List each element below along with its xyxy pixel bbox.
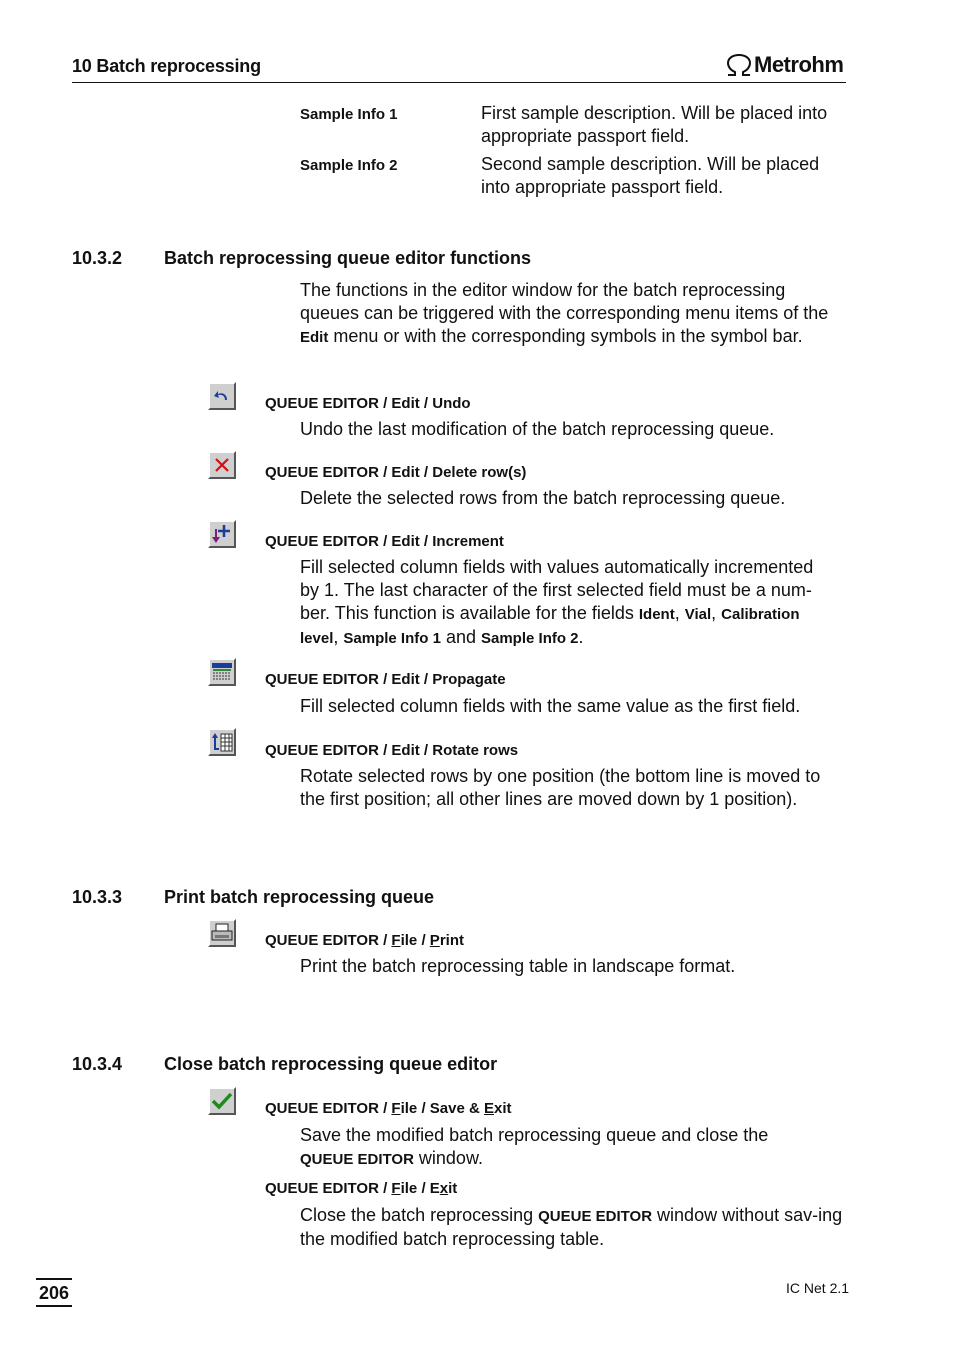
section-number: 10.3.2 [72, 248, 123, 268]
def-label: Sample Info 1 [300, 106, 398, 123]
menu-path-propagate: QUEUE EDITOR / Edit / Propagate [265, 671, 506, 688]
exit-desc: Close the batch reprocessing QUEUE EDITOR window without sav-ing the modified batch reprocessing table. [300, 1205, 843, 1249]
propagate-icon[interactable] [208, 658, 236, 686]
print-desc: Print the batch reprocessing table in landscape format. [300, 956, 736, 976]
header-rule [72, 82, 846, 83]
omega-icon [724, 53, 754, 77]
increment-icon[interactable] [208, 520, 236, 548]
undo-icon[interactable] [208, 382, 236, 410]
save-exit-desc: Save the modified batch reprocessing queue and close the QUEUE EDITOR window. [300, 1125, 769, 1168]
section-heading [72, 887, 434, 908]
rotate-rows-icon[interactable] [208, 728, 236, 756]
def-label: Sample Info 2 [300, 157, 398, 174]
page-number: 206 [36, 1278, 72, 1307]
menu-path-save-exit: QUEUE EDITOR / File / Save & Exit [265, 1100, 512, 1117]
section-title: Close batch reprocessing queue editor [164, 1054, 498, 1074]
menu-path-print: QUEUE EDITOR / File / Print [265, 932, 464, 949]
section-title: Print batch reprocessing queue [164, 887, 435, 907]
def-desc: Second sample description. Will be placed into appropriate passport field. [481, 154, 820, 197]
section-intro: The functions in the editor window for the batch reprocessing queues can be triggered with the corresponding menu items of the Edit menu or with the corresponding symbols in the symbol bar. [300, 280, 829, 346]
menu-path-rotate: QUEUE EDITOR / Edit / Rotate rows [265, 742, 519, 759]
section-title: Batch reprocessing queue editor functions [164, 248, 532, 268]
print-icon[interactable] [208, 919, 236, 947]
rotate-desc: Rotate selected rows by one position (the bottom line is moved to the first position; all other lines are moved down by 1 position). [300, 766, 821, 809]
chapter-title: 10 Batch reprocessing [72, 56, 261, 76]
product-name: IC Net 2.1 [786, 1280, 850, 1296]
increment-desc: Fill selected column fields with values automatically incremented by 1. The last character of the first selected field must be a num-ber. This function is available for the fields Ident, Vial, Calibration level, Sample Info 1 and Sample Info 2. [300, 557, 814, 647]
propagate-desc: Fill selected column fields with the same value as the first field. [300, 696, 801, 716]
checkmark-icon[interactable] [208, 1087, 236, 1115]
undo-desc: Undo the last modification of the batch reprocessing queue. [300, 419, 775, 439]
menu-path-delete: QUEUE EDITOR / Edit / Delete row(s) [265, 464, 527, 481]
edit-menu-ref: Edit [300, 329, 329, 346]
menu-path-undo: QUEUE EDITOR / Edit / Undo [265, 395, 471, 412]
section-number: 10.3.4 [72, 1054, 123, 1074]
section-heading [72, 248, 531, 269]
menu-path-exit: QUEUE EDITOR / File / Exit [265, 1180, 458, 1197]
menu-path-increment: QUEUE EDITOR / Edit / Increment [265, 533, 504, 550]
brand-logo [724, 52, 843, 78]
brand-name: Metrohm [754, 52, 844, 77]
def-desc: First sample description. Will be placed into appropriate passport field. [481, 103, 828, 146]
delete-icon[interactable] [208, 451, 236, 479]
section-number: 10.3.3 [72, 887, 123, 907]
delete-desc: Delete the selected rows from the batch reprocessing queue. [300, 488, 786, 508]
section-heading [72, 1054, 497, 1075]
